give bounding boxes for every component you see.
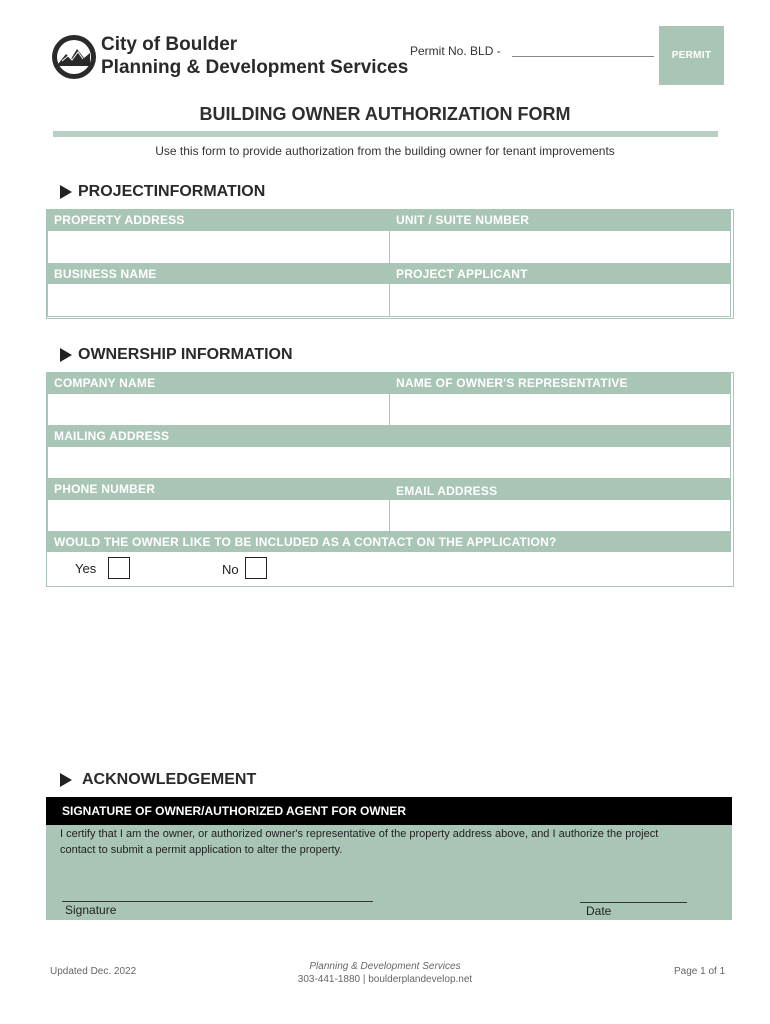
yes-checkbox[interactable] — [108, 557, 130, 579]
signature-label: Signature — [65, 903, 117, 917]
section-ownership-information — [60, 346, 293, 364]
company-name-header: COMPANY NAME — [47, 373, 389, 393]
owner-rep-field[interactable] — [389, 393, 731, 426]
company-name-field[interactable] — [47, 393, 390, 426]
contact-question-header: WOULD THE OWNER LIKE TO BE INCLUDED AS A CONTACT ON THE APPLICATION? — [47, 532, 731, 552]
no-label: No — [222, 562, 239, 577]
permit-number-label: Permit No. BLD - — [410, 44, 501, 58]
email-address-header: EMAIL ADDRESS — [389, 479, 731, 499]
property-address-header: PROPERTY ADDRESS — [47, 210, 389, 230]
project-applicant-header: PROJECT APPLICANT — [389, 264, 731, 283]
date-label: Date — [586, 904, 612, 918]
org-name-line2: Planning & Development Services — [101, 57, 409, 78]
mailing-address-header: MAILING ADDRESS — [47, 426, 731, 446]
section-acknowledgement — [60, 771, 256, 789]
business-name-header: BUSINESS NAME — [47, 264, 389, 283]
mailing-address-field[interactable] — [47, 446, 731, 479]
unit-suite-header: UNIT / SUITE NUMBER — [389, 210, 731, 230]
no-checkbox[interactable] — [245, 557, 267, 579]
business-name-field[interactable] — [47, 283, 390, 317]
updated-date: Updated Dec. 2022 — [50, 966, 137, 977]
page-number: Page 1 of 1 — [674, 966, 726, 977]
section-title: ACKNOWLEDGEMENT — [82, 771, 257, 788]
section-title-part2: INFORMATION — [153, 183, 266, 200]
footer-contact: 303-441-1880 | boulderplandevelop.net — [297, 974, 473, 985]
phone-number-field[interactable] — [47, 499, 390, 532]
certification-text — [60, 826, 720, 858]
section-project-information — [60, 183, 265, 201]
owner-rep-header: NAME OF OWNER'S REPRESENTATIVE — [389, 373, 731, 393]
form-title: BUILDING OWNER AUTHORIZATION FORM — [199, 104, 571, 124]
title-divider — [53, 131, 718, 137]
permit-number-field[interactable] — [512, 56, 654, 57]
section-title-part1: PROJECT — [78, 183, 154, 200]
section-title: OWNERSHIP INFORMATION — [78, 346, 293, 363]
form-subtitle: Use this form to provide authorization from the building owner for tenant improvements — [155, 144, 615, 158]
phone-number-header: PHONE NUMBER — [47, 479, 389, 499]
signature-box-title: SIGNATURE OF OWNER/AUTHORIZED AGENT FOR OWNER — [46, 797, 732, 825]
city-seal-icon — [50, 34, 100, 80]
triangle-right-icon — [60, 773, 72, 787]
footer-department: Planning & Development Services — [309, 961, 461, 972]
org-name-line1: City of Boulder — [101, 34, 238, 55]
email-address-field[interactable] — [389, 499, 731, 532]
unit-suite-field[interactable] — [389, 230, 731, 264]
property-address-field[interactable] — [47, 230, 390, 264]
signature-field[interactable] — [62, 901, 373, 902]
project-applicant-field[interactable] — [389, 283, 731, 317]
certification-line: I certify that I am the owner, or authorized owner's representative of the property address above, and I authorize the project — [60, 828, 659, 840]
triangle-right-icon — [60, 185, 72, 199]
triangle-right-icon — [60, 348, 72, 362]
yes-label: Yes — [75, 561, 97, 576]
permit-stamp-box: PERMIT — [659, 26, 724, 85]
certification-line: contact to submit a permit application to alter the property. — [60, 844, 343, 856]
date-field[interactable] — [580, 902, 687, 903]
